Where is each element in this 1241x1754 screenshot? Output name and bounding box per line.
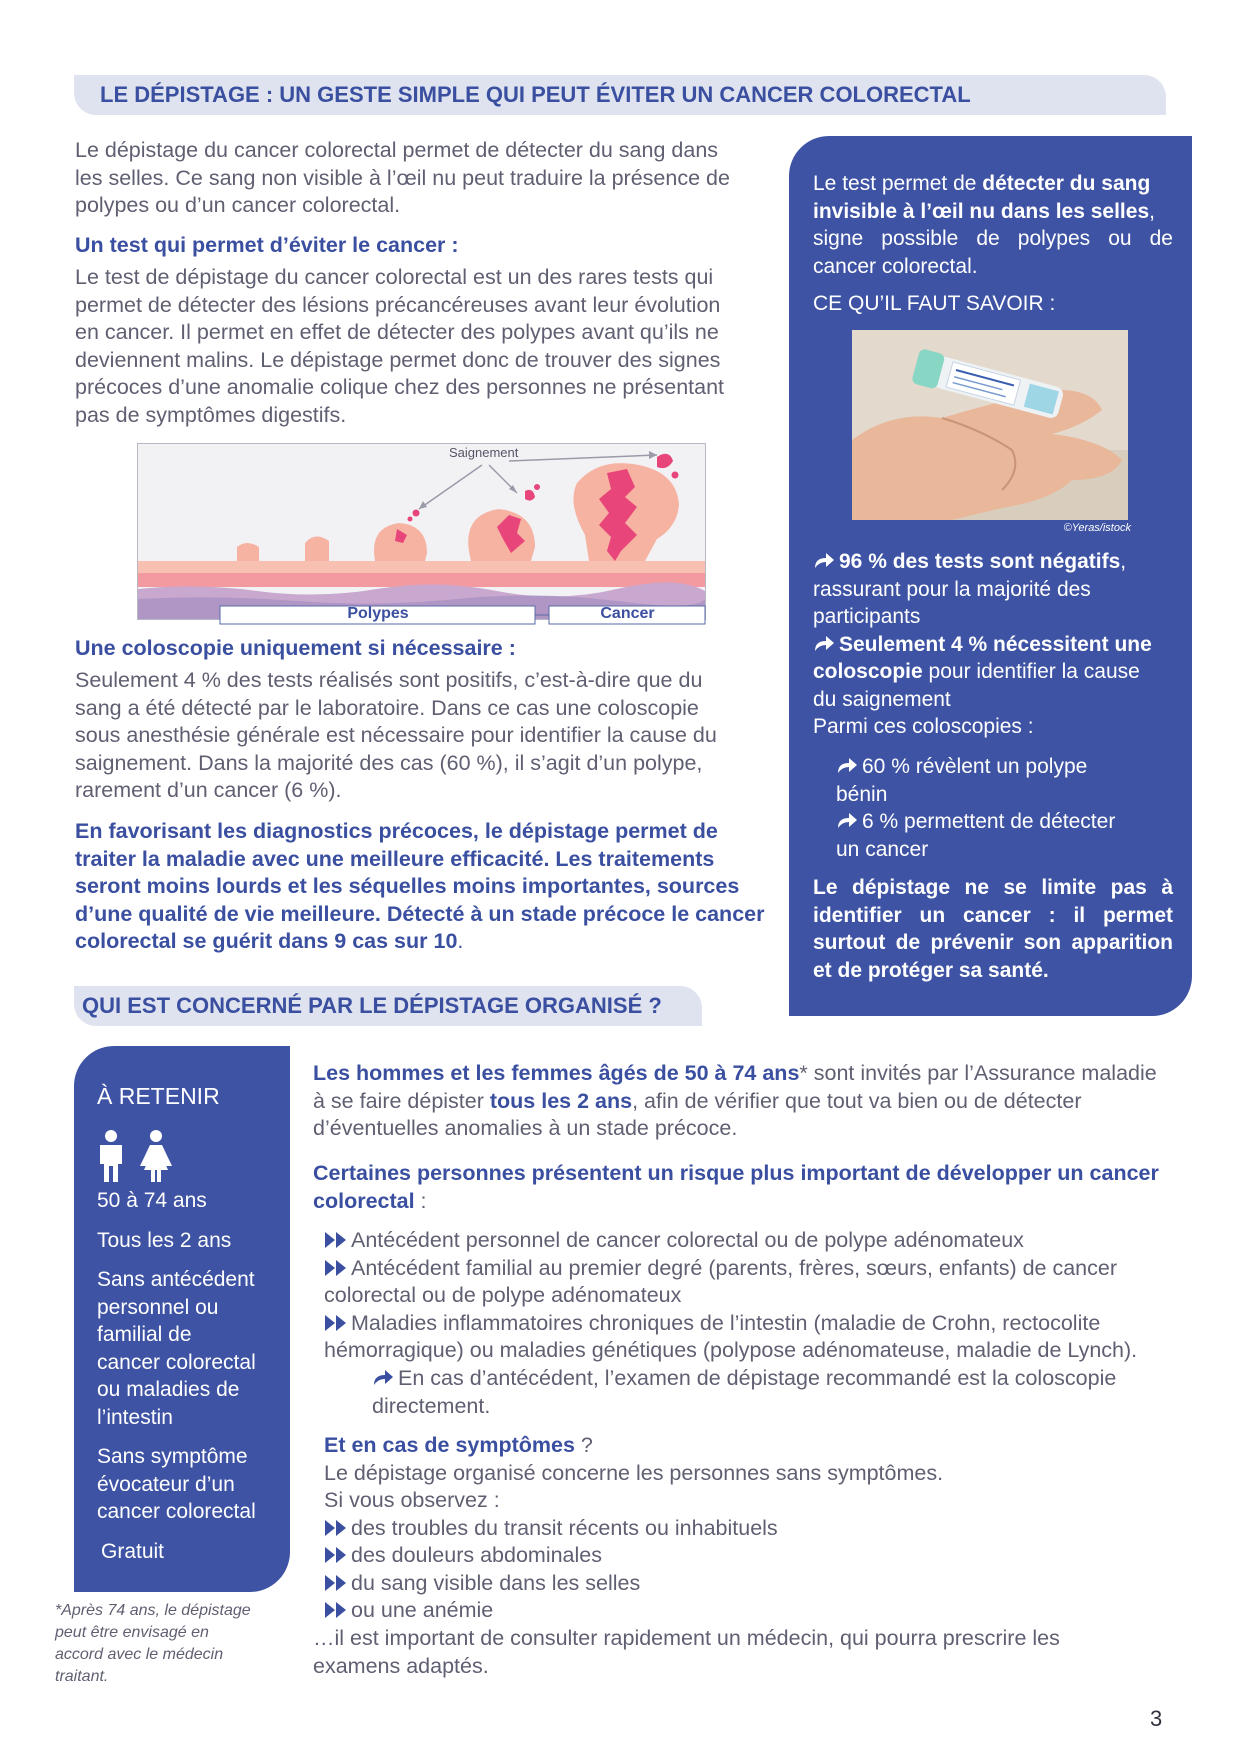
para-line: Le test de dépistage du cancer colorectal est un des rares tests qui [75, 265, 714, 289]
text: , [1120, 550, 1127, 573]
retenir-frequency: Tous les 2 ans [97, 1228, 232, 1252]
consult-line: examens adaptés. [313, 1653, 489, 1678]
sidebar-line [813, 198, 1173, 226]
para-line: précoces d’une anomalie colique chez des personnes ne présentant [75, 375, 725, 399]
sidebar-line [813, 170, 1173, 198]
footnote-line: peut être envisagé en [55, 1624, 209, 1641]
para-line: en cancer. Il permet en effet de détecter des polypes avant qu’ils ne [75, 320, 719, 344]
text-bold: détecter du sang [982, 172, 1151, 195]
text: , afin de vérifier que tout va bien ou de détecter [632, 1088, 1082, 1113]
substat-line: bénin [836, 782, 888, 806]
conclusion-paragraph [75, 818, 795, 956]
history-line: ou maladies de [97, 1378, 240, 1401]
period: . [457, 929, 464, 953]
stat-line: Parmi ces coloscopies : [813, 715, 1034, 738]
text: Antécédent familial au premier degré (parents, frères, sœurs, enfants) de cancer [351, 1255, 1117, 1280]
stat-line [813, 658, 1183, 686]
para-line: sous anesthésie générale est nécessaire pour identifier la cause du [75, 723, 717, 747]
symptom-line: évocateur d’un [97, 1472, 235, 1496]
symptoms-block [324, 1432, 1204, 1625]
stat-line: du saignement [813, 687, 951, 711]
text-bold: 96 % des tests sont négatifs [839, 550, 1121, 573]
note-line: directement. [372, 1393, 491, 1418]
text: Maladies inflammatoires chroniques de l’intestin (maladie de Crohn, rectocolite [351, 1310, 1101, 1335]
photo-test-tube [852, 330, 1128, 520]
people-icon [96, 1130, 180, 1182]
sidebar-stats [813, 548, 1183, 741]
text-bold: coloscopie [813, 660, 923, 683]
double-chevron-icon [324, 1314, 348, 1332]
risk-note [372, 1365, 1192, 1420]
paragraph-colonoscopy [75, 667, 775, 805]
paragraph-test [75, 264, 775, 429]
text: Antécédent personnel de cancer colorectal ou de polype adénomateux [351, 1228, 1024, 1252]
risk-item-cont: colorectal ou de polype adénomateux [324, 1283, 682, 1307]
symptoms-line: Le dépistage organisé concerne les personnes sans symptômes. [324, 1460, 944, 1485]
curved-arrow-icon [813, 552, 835, 570]
conclusion-line: En favorisant les diagnostics précoces, le dépistage permet de [75, 819, 718, 843]
double-chevron-icon [324, 1546, 348, 1564]
text-bold: colorectal [313, 1188, 415, 1213]
consult-line: …il est important de consulter rapidement un médecin, qui pourra prescrire les [313, 1626, 1060, 1650]
double-chevron-icon [324, 1601, 348, 1619]
final-line: identifier un cancer : il permet [813, 903, 1173, 927]
intro-line: les selles. Ce sang non visible à l’œil nu peut traduire la présence de [75, 165, 730, 190]
colon-diagram-illustration [137, 443, 706, 627]
risk-item [324, 1227, 1204, 1255]
risk-item [324, 1255, 1204, 1283]
risk-line [313, 1188, 1193, 1216]
curved-arrow-icon [836, 812, 858, 830]
stat-line: rassurant pour la majorité des [813, 577, 1091, 601]
text: : [414, 1188, 427, 1213]
subtitle-avoid-cancer: Un test qui permet d’éviter le cancer : [75, 233, 459, 257]
conclusion-line: traiter la maladie avec une meilleure efficacité. Les traitements [75, 846, 715, 871]
stat-negative [813, 548, 1183, 576]
para-line: rarement d’un cancer (6 %). [75, 778, 342, 802]
symptom-item [324, 1542, 1204, 1570]
final-line: et de protéger sa santé. [813, 958, 1049, 982]
diagram-label-bleeding: Saignement [449, 445, 519, 460]
symptoms-line: Si vous observez : [324, 1488, 500, 1512]
note-line [372, 1365, 1192, 1393]
text-bold: Seulement 4 % nécessitent une [839, 632, 1152, 656]
eligibility-paragraph [313, 1060, 1193, 1143]
text-bold: Et en cas de symptômes [324, 1433, 575, 1457]
section-title-depistage [74, 75, 1166, 115]
section-title-text: LE DÉPISTAGE : UN GESTE SIMPLE QUI PEUT ÉVITER UN CANCER COLORECTAL [100, 82, 971, 107]
sidebar-line: signe possible de polypes ou de [813, 227, 1173, 250]
conclusion-line [75, 928, 795, 956]
para-line: saignement. Dans la majorité des cas (60 %), il s’agit d’un polype, [75, 750, 703, 775]
cure-rate: colorectal se guérit dans 9 cas sur 10 [75, 929, 458, 953]
risk-list [324, 1227, 1204, 1365]
text: des troubles du transit récents ou inhabituels [351, 1515, 778, 1540]
double-chevron-icon [324, 1519, 348, 1537]
retenir-symptom [97, 1443, 287, 1526]
para-line: permet de détecter des lésions précancéreuses avant leur évolution [75, 292, 721, 317]
double-chevron-icon [324, 1259, 348, 1277]
text-bold: tous les 2 ans [489, 1088, 633, 1113]
text: à se faire dépister [313, 1088, 490, 1113]
eligibility-line [313, 1088, 1193, 1116]
section-title-qui [74, 986, 702, 1026]
footnote [55, 1600, 285, 1688]
risk-item-cont: hémorragique) ou maladies génétiques (polypose adénomateuse, maladie de Lynch). [324, 1338, 1138, 1362]
consult-paragraph [313, 1625, 1193, 1680]
text: du sang visible dans les selles [351, 1570, 641, 1595]
hand-tube-illustration [852, 330, 1128, 520]
symptom-line: cancer colorectal [97, 1500, 256, 1523]
substat-cancer [836, 808, 1176, 836]
intro-line: polypes ou d’un cancer colorectal. [75, 193, 401, 217]
intro-line: Le dépistage du cancer colorectal permet de détecter du sang dans [75, 138, 719, 162]
eligibility-line [313, 1060, 1193, 1088]
sidebar-substats [836, 753, 1176, 863]
text: Le test permet de [813, 172, 983, 195]
sidebar-panel [789, 136, 1192, 1016]
text: ? [574, 1433, 593, 1457]
history-line: personnel ou [97, 1295, 219, 1319]
subtitle-colonoscopy: Une coloscopie uniquement si nécessaire : [75, 636, 516, 660]
history-line: familial de [97, 1323, 192, 1346]
retenir-panel [74, 1046, 290, 1592]
symptom-item [324, 1597, 1204, 1625]
section-title-text: QUI EST CONCERNÉ PAR LE DÉPISTAGE ORGANISÉ ? [82, 993, 662, 1018]
symptom-line: Sans symptôme [97, 1445, 248, 1468]
para-line: Seulement 4 % des tests réalisés sont positifs, c’est-à-dire que du [75, 668, 703, 692]
history-line: l’intestin [97, 1405, 173, 1429]
double-chevron-icon [324, 1231, 348, 1249]
retenir-title: À RETENIR [97, 1083, 220, 1109]
curved-arrow-icon [836, 757, 858, 775]
eligibility-line: d’éventuelles anomalies à un stade précoce. [313, 1116, 738, 1140]
final-line: surtout de prévenir son apparition [813, 931, 1173, 954]
photo-credit: ©Yeras/istock [1063, 522, 1131, 534]
text: En cas d’antécédent, l’examen de dépistage recommandé est la coloscopie [398, 1366, 1117, 1390]
retenir-free: Gratuit [101, 1539, 165, 1563]
conclusion-line: seront moins lourds et les séquelles moins importantes, sources [75, 874, 740, 898]
substat-polyp [836, 753, 1176, 781]
history-line: Sans antécédent [97, 1268, 255, 1291]
sidebar-final [813, 874, 1173, 984]
text: * sont invités par l’Assurance maladie [799, 1061, 1157, 1085]
history-line: cancer colorectal [97, 1350, 256, 1374]
sidebar-line: cancer colorectal. [813, 254, 978, 278]
substat-line: un cancer [836, 837, 929, 861]
retenir-age: 50 à 74 ans [97, 1189, 207, 1212]
diagram-label-cancer: Cancer [600, 605, 655, 622]
symptom-item [324, 1515, 1204, 1543]
final-line: Le dépistage ne se limite pas à [813, 876, 1173, 899]
risk-intro [313, 1160, 1193, 1215]
text: pour identifier la cause [922, 660, 1140, 683]
conclusion-line: d’une qualité de vie meilleure. Détecté à un stade précoce le cancer [75, 901, 765, 926]
page-number: 3 [1150, 1706, 1163, 1731]
footnote-line: traitant. [55, 1668, 109, 1685]
double-chevron-icon [324, 1574, 348, 1592]
text-bold: invisible à l’œil nu dans les selles [813, 199, 1150, 223]
diagram-label-polyps: Polypes [347, 605, 409, 622]
text: 60 % révèlent un polype [862, 755, 1088, 778]
stat-positive [813, 631, 1183, 659]
text: ou une anémie [351, 1598, 494, 1622]
man-woman-icon [96, 1130, 180, 1182]
text-bold: Les hommes et les femmes âgés de 50 à 74 ans [313, 1061, 800, 1085]
footnote-line: accord avec le médecin [55, 1646, 224, 1663]
intro-paragraph [75, 137, 775, 220]
para-line: deviennent malins. Le dépistage permet donc de trouver des signes [75, 347, 721, 372]
text: des douleurs abdominales [351, 1543, 602, 1567]
symptom-item [324, 1570, 1204, 1598]
colon-diagram [137, 443, 706, 627]
curved-arrow-icon [372, 1369, 394, 1387]
text: , [1149, 199, 1155, 223]
risk-line: Certaines personnes présentent un risque plus important de développer un cancer [313, 1161, 1159, 1185]
curved-arrow-icon [813, 635, 835, 653]
text: 6 % permettent de détecter [862, 810, 1116, 833]
footnote-line: *Après 74 ans, le dépistage [55, 1602, 251, 1619]
stat-line: participants [813, 605, 921, 628]
risk-item [324, 1310, 1204, 1338]
para-line: pas de symptômes digestifs. [75, 402, 347, 427]
retenir-list [97, 1187, 287, 1565]
retenir-history [97, 1266, 287, 1431]
sidebar-heading: CE QU’IL FAUT SAVOIR : [813, 292, 1056, 315]
symptoms-title [324, 1432, 1204, 1460]
sidebar-intro [813, 170, 1173, 280]
para-line: sang a été détecté par le laboratoire. Dans ce cas une coloscopie [75, 695, 699, 720]
